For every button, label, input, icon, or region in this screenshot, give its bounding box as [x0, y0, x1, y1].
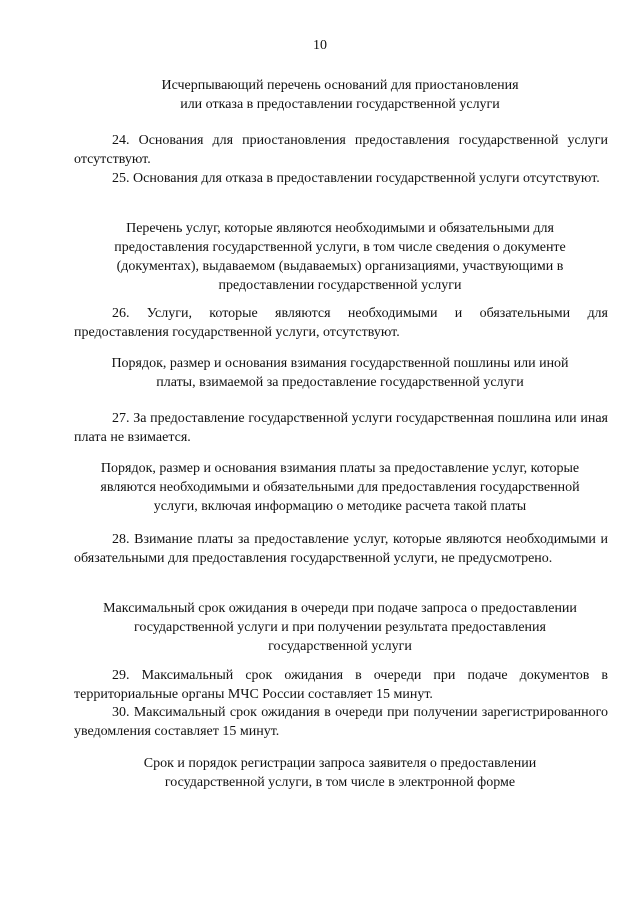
heading-line: предоставлении государственной услуги — [218, 278, 462, 293]
paragraph-25 — [74, 169, 608, 188]
paragraph-26 — [74, 304, 608, 342]
heading-line: платы, взимаемой за предоставление государственной услуги — [156, 375, 524, 390]
section-heading-service-fees — [40, 459, 640, 516]
heading-line: Порядок, размер и основания взимания государственной пошлины или иной — [111, 356, 569, 371]
paragraph-text: 28. Взимание платы за предоставление услуг, которые являются необходимыми и обязательными для предоставления государственной услуги, не предусмотрено. — [74, 532, 608, 566]
section-heading-suspension-grounds — [60, 76, 620, 114]
paragraph-29 — [74, 666, 608, 704]
heading-line: Перечень услуг, которые являются необходимыми и обязательными для — [126, 221, 554, 236]
heading-line: или отказа в предоставлении государственной услуги — [180, 97, 500, 112]
heading-line: являются необходимыми и обязательными для предоставления государственной — [100, 480, 580, 495]
section-heading-state-duty — [60, 354, 620, 392]
heading-line: (документах), выдаваемом (выдаваемых) организациями, участвующими в — [116, 259, 564, 274]
heading-line: Максимальный срок ожидания в очереди при подаче запроса о предоставлении — [103, 601, 577, 616]
heading-line: предоставления государственной услуги, в том числе сведения о документе — [114, 240, 566, 255]
heading-line: государственной услуги, в том числе в электронной форме — [164, 775, 516, 790]
heading-line: государственной услуги — [268, 639, 412, 654]
page-number: 10 — [313, 38, 327, 53]
paragraph-text: 29. Максимальный срок ожидания в очереди при подаче документов в территориальные органы МЧС России составляет 15 минут. — [74, 668, 608, 702]
section-heading-queue-time — [40, 599, 640, 656]
section-heading-registration — [60, 754, 620, 792]
paragraph-28 — [74, 530, 608, 568]
section-heading-required-services — [50, 219, 630, 295]
paragraph-text: 25. Основания для отказа в предоставлении государственной услуги отсутствуют. — [112, 171, 600, 186]
heading-line: Порядок, размер и основания взимания платы за предоставление услуг, которые — [100, 461, 580, 476]
heading-line: услуги, включая информацию о методике расчета такой платы — [153, 499, 527, 514]
paragraph-text: 27. За предоставление государственной услуги государственная пошлина или иная плата не взимается. — [74, 411, 608, 445]
paragraph-24 — [74, 131, 608, 169]
heading-line: Исчерпывающий перечень оснований для приостановления — [161, 78, 519, 93]
paragraph-text: 30. Максимальный срок ожидания в очереди при получении зарегистрированного уведомления составляет 15 минут. — [74, 705, 608, 739]
paragraph-27 — [74, 409, 608, 447]
heading-line: Срок и порядок регистрации запроса заявителя о предоставлении — [143, 756, 537, 771]
paragraph-text: 26. Услуги, которые являются необходимыми и обязательными для предоставления государственной услуги, отсутствуют. — [74, 306, 608, 340]
paragraph-30 — [74, 703, 608, 741]
heading-line: государственной услуги и при получении результата предоставления — [134, 620, 546, 635]
paragraph-text: 24. Основания для приостановления предоставления государственной услуги отсутствуют. — [74, 133, 608, 167]
